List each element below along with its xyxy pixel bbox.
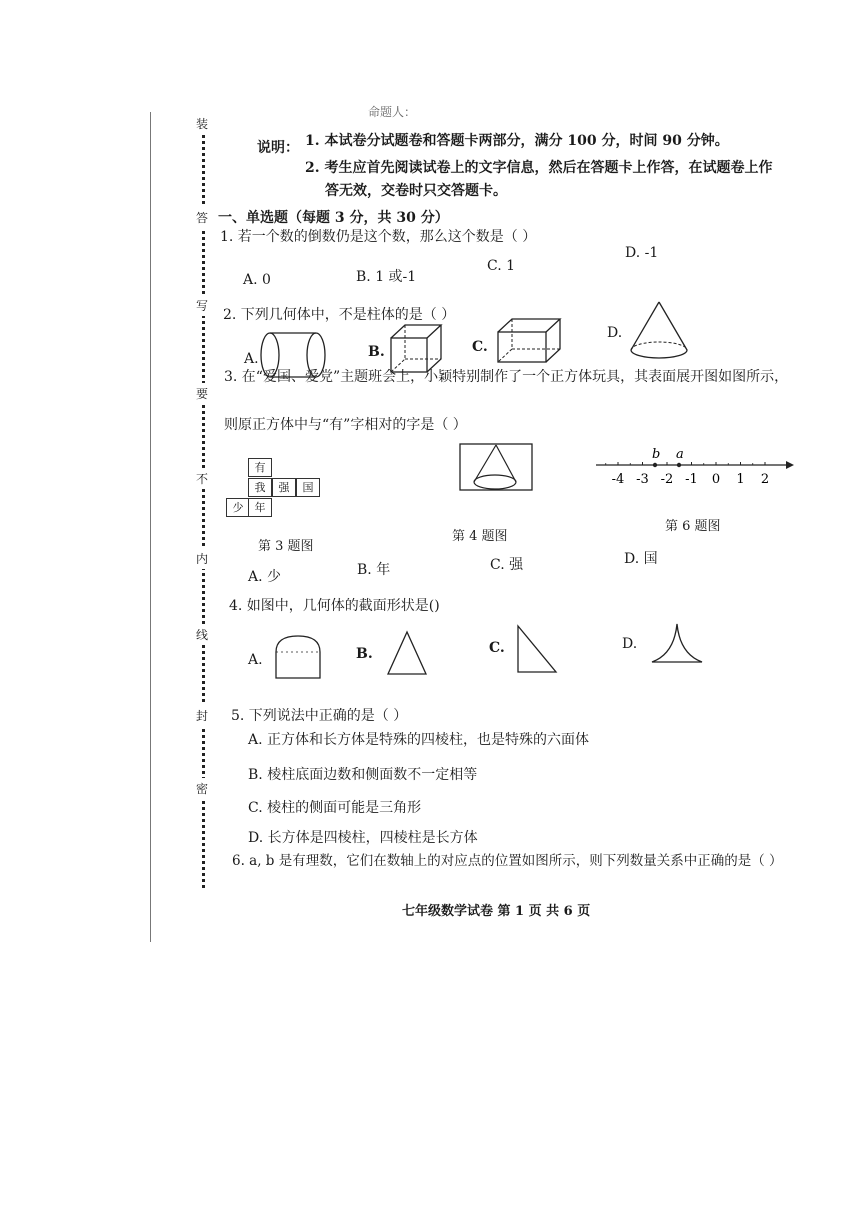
q4-option-c: C.: [489, 640, 505, 656]
prism-figure: [490, 316, 564, 366]
net-cell: 我: [248, 478, 272, 497]
binding-char: 答: [187, 207, 217, 228]
note-line-1: 1. 本试卷分试题卷和答题卡两部分，满分 100 分，时间 90 分钟。: [305, 133, 729, 149]
q3-option-d: D. 国: [624, 551, 658, 567]
number-line-tick-label: -1: [685, 472, 698, 487]
number-line-tick-label: 1: [736, 472, 745, 487]
q5-option-c: C. 棱柱的侧面可能是三角形: [248, 800, 422, 816]
page-footer: 七年级数学试卷 第 1 页 共 6 页: [402, 904, 591, 919]
binding-char: 写: [187, 295, 217, 316]
q2-option-c: C.: [472, 339, 488, 355]
fig6-label: 第 6 题图: [665, 519, 721, 534]
number-line-tick-label: 0: [711, 472, 721, 487]
q3-stem-line-1: 3. 在“爱国、爱党”主题班会上，小颖特别制作了一个正方体玩具，其表面展开图如图所示，: [224, 369, 789, 385]
q4-option-a: A.: [248, 652, 263, 668]
net-cell: 年: [248, 498, 272, 517]
binding-char: 要: [187, 383, 217, 404]
cone-figure: [628, 300, 690, 362]
header-fragment: 命题人：: [368, 105, 417, 119]
binding-char: 密: [187, 778, 217, 799]
fig4-label: 第 4 题图: [452, 529, 508, 544]
q4-stem: 4. 如图中，几何体的截面形状是(): [229, 598, 440, 614]
note-line-2: 2. 考生应首先阅读试卷上的文字信息，然后在答题卡上作答，在试题卷上作: [305, 160, 773, 176]
note-label: 说明：: [257, 140, 299, 156]
q3-option-b: B. 年: [357, 562, 391, 578]
net-cell: 有: [248, 458, 272, 477]
q1-option-d: D. -1: [625, 245, 659, 261]
number-line-tick-label: -2: [660, 472, 674, 487]
page-edge-line: [150, 112, 151, 942]
q1-option-c: C. 1: [487, 258, 516, 274]
q3-stem-line-2: 则原正方体中与“有”字相对的字是（ ）: [224, 417, 467, 433]
q5-stem: 5. 下列说法中正确的是（ ）: [231, 708, 408, 724]
q1-stem: 1. 若一个数的倒数仍是这个数，那么这个数是（ ）: [220, 229, 537, 245]
q6-stem: 6. a, b 是有理数，它们在数轴上的对应点的位置如图所示，则下列数量关系中正确的是（ ）: [232, 853, 783, 869]
q1-option-a: A. 0: [243, 272, 271, 288]
fig3-label: 第 3 题图: [258, 539, 314, 554]
q3-option-a: A. 少: [248, 569, 282, 585]
point-a-dot: [677, 463, 681, 467]
q2-option-b: B.: [368, 344, 385, 360]
binding-char: 内: [187, 548, 217, 569]
curved-triangle-figure: [648, 620, 706, 668]
number-line-tick-label: -3: [636, 472, 649, 487]
binding-char: 不: [187, 468, 217, 489]
point-a-label: a: [676, 447, 684, 462]
q4-option-d: D.: [622, 636, 638, 652]
point-b-label: b: [652, 447, 661, 462]
q4-option-b: B.: [356, 646, 373, 662]
binding-dotted-line: [202, 118, 205, 888]
number-line-tick-label: -4: [611, 472, 625, 487]
note-line-3: 答无效，交卷时只交答题卡。: [325, 183, 507, 199]
fig4-cone-in-box: [458, 440, 536, 496]
net-cell: 国: [296, 478, 320, 497]
net-cell: 少: [226, 498, 250, 517]
q2-option-a: A.: [244, 351, 259, 367]
q1-option-b: B. 1 或-1: [356, 269, 417, 285]
q3-option-c: C. 强: [490, 557, 524, 573]
net-cell: 强: [272, 478, 296, 497]
q2-option-d: D.: [607, 325, 623, 341]
arch-shape-figure: [272, 632, 328, 680]
triangle-figure: [384, 628, 430, 678]
q2-stem: 2. 下列几何体中，不是柱体的是（ ）: [223, 307, 456, 323]
q5-option-b: B. 棱柱底面边数和侧面数不一定相等: [248, 767, 478, 783]
binding-char: 线: [187, 624, 217, 645]
right-triangle-figure: [512, 622, 560, 676]
q5-option-d: D. 长方体是四棱柱，四棱柱是长方体: [248, 830, 478, 846]
binding-char: 装: [187, 113, 217, 134]
binding-char: 封: [187, 705, 217, 726]
section-1-title: 一、单选题（每题 3 分，共 30 分）: [218, 210, 449, 226]
number-line-figure: [596, 448, 796, 494]
q5-option-a: A. 正方体和长方体是特殊的四棱柱，也是特殊的六面体: [248, 732, 590, 748]
point-b-dot: [653, 463, 657, 467]
number-line-tick-label: 2: [760, 472, 770, 487]
